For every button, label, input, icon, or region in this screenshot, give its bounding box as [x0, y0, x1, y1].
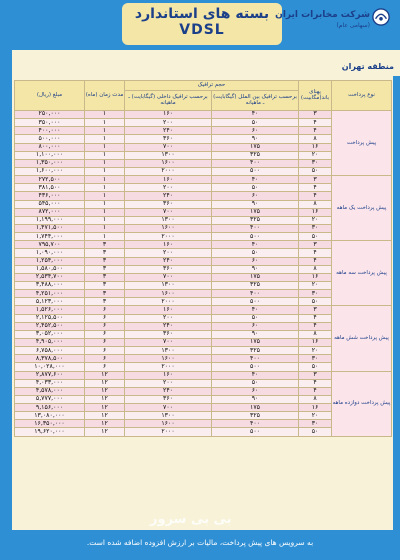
price-cell: ۵,۷۷۷,۰۰۰	[15, 395, 85, 403]
price-cell: ۱,۶۰۰,۰۰۰	[15, 167, 85, 175]
duration-cell: ۱۲	[85, 404, 125, 412]
domestic-traffic-cell: ۲۰۰۰	[125, 298, 212, 306]
duration-cell: ۳	[85, 257, 125, 265]
intl-traffic-cell: ۴۰۰	[212, 290, 299, 298]
bandwidth-cell: ۴	[299, 192, 332, 200]
duration-cell: ۶	[85, 314, 125, 322]
bandwidth-cell: ۳۰	[299, 420, 332, 428]
bandwidth-cell: ۵۰	[299, 428, 332, 436]
duration-cell: ۱۲	[85, 412, 125, 420]
domestic-traffic-cell: ۱۳۰۰	[125, 412, 212, 420]
duration-cell: ۱	[85, 159, 125, 167]
price-cell: ۲,۸۷۷,۶۰۰	[15, 371, 85, 379]
price-cell: ۴۳۶,۰۰۰	[15, 192, 85, 200]
bandwidth-cell: ۱۶	[299, 143, 332, 151]
intl-traffic-cell: ۹۰	[212, 395, 299, 403]
bandwidth-cell: ۸	[299, 200, 332, 208]
bandwidth-cell: ۳	[299, 306, 332, 314]
intl-traffic-cell: ۵۰۰	[212, 298, 299, 306]
bandwidth-cell: ۳	[299, 241, 332, 249]
bandwidth-cell: ۱۶	[299, 404, 332, 412]
intl-traffic-cell: ۴۰۰	[212, 159, 299, 167]
intl-traffic-cell: ۳۲۵	[212, 412, 299, 420]
duration-cell: ۳	[85, 290, 125, 298]
duration-cell: ۱۲	[85, 428, 125, 436]
duration-cell: ۱	[85, 233, 125, 241]
duration-cell: ۳	[85, 249, 125, 257]
price-cell: ۷۹۵,۷۰۰	[15, 241, 85, 249]
price-cell: ۱۰,۰۲۸,۰۰۰	[15, 363, 85, 371]
tariff-table-container	[14, 80, 391, 528]
domestic-traffic-cell: ۳۶۰	[125, 395, 212, 403]
domestic-traffic-cell: ۱۶۰۰	[125, 420, 212, 428]
duration-cell: ۳	[85, 265, 125, 273]
intl-traffic-cell: ۵۰۰	[212, 167, 299, 175]
intl-traffic-cell: ۴۰	[212, 111, 299, 119]
duration-cell: ۱	[85, 208, 125, 216]
domestic-traffic-cell: ۳۶۰	[125, 135, 212, 143]
intl-traffic-cell: ۵۰۰	[212, 233, 299, 241]
intl-traffic-cell: ۴۰۰	[212, 224, 299, 232]
table-row	[15, 111, 392, 119]
duration-cell: ۶	[85, 347, 125, 355]
duration-cell: ۱۲	[85, 387, 125, 395]
price-cell: ۴۰۰,۰۰۰	[15, 127, 85, 135]
intl-traffic-cell: ۹۰	[212, 330, 299, 338]
bandwidth-cell: ۳۰	[299, 159, 332, 167]
domestic-traffic-cell: ۷۰۰	[125, 143, 212, 151]
bandwidth-cell: ۸	[299, 135, 332, 143]
intl-traffic-cell: ۶۰	[212, 127, 299, 135]
bandwidth-cell: ۳	[299, 176, 332, 184]
duration-cell: ۱	[85, 143, 125, 151]
company-name: شرکت مخابرات ایران	[275, 10, 370, 20]
bandwidth-cell: ۵۰	[299, 363, 332, 371]
bandwidth-cell: ۴	[299, 257, 332, 265]
bandwidth-cell: ۴	[299, 184, 332, 192]
bandwidth-cell: ۸	[299, 265, 332, 273]
duration-cell: ۱	[85, 167, 125, 175]
intl-traffic-cell: ۱۷۵	[212, 404, 299, 412]
intl-traffic-cell: ۳۲۵	[212, 151, 299, 159]
domestic-traffic-cell: ۱۶۰	[125, 241, 212, 249]
bandwidth-cell: ۵۰	[299, 233, 332, 241]
domestic-traffic-cell: ۳۶۰	[125, 330, 212, 338]
intl-traffic-cell: ۶۰	[212, 257, 299, 265]
title-box	[122, 3, 282, 45]
domestic-traffic-cell: ۲۰۰	[125, 379, 212, 387]
bandwidth-cell: ۸	[299, 330, 332, 338]
header-bandwidth: پهنای باند(مگابیت)	[299, 81, 332, 111]
intl-traffic-cell: ۵۰۰	[212, 428, 299, 436]
domestic-traffic-cell: ۷۰۰	[125, 404, 212, 412]
duration-cell: ۱	[85, 192, 125, 200]
duration-cell: ۶	[85, 330, 125, 338]
price-cell: ۳۵۰,۰۰۰	[15, 119, 85, 127]
duration-cell: ۳	[85, 298, 125, 306]
bandwidth-cell: ۱۶	[299, 338, 332, 346]
price-cell: ۱۳,۰۸۰,۰۰۰	[15, 412, 85, 420]
domestic-traffic-cell: ۳۶۰	[125, 200, 212, 208]
payment-type-cell: پیش پرداخت	[332, 111, 392, 176]
price-cell: ۲۷۲,۵۰۰	[15, 176, 85, 184]
price-cell: ۳۸۱,۵۰۰	[15, 184, 85, 192]
intl-traffic-cell: ۹۰	[212, 135, 299, 143]
intl-traffic-cell: ۱۷۵	[212, 338, 299, 346]
table-body	[15, 111, 392, 437]
price-cell: ۵۰۰,۰۰۰	[15, 135, 85, 143]
duration-cell: ۶	[85, 338, 125, 346]
price-cell: ۹,۱۵۶,۰۰۰	[15, 404, 85, 412]
left-frame-bar	[0, 50, 12, 530]
domestic-traffic-cell: ۷۰۰	[125, 338, 212, 346]
price-cell: ۱,۰۹۰,۰۰۰	[15, 249, 85, 257]
intl-traffic-cell: ۴۰۰	[212, 355, 299, 363]
duration-cell: ۱۲	[85, 379, 125, 387]
bandwidth-cell: ۴	[299, 127, 332, 135]
bandwidth-cell: ۲۰	[299, 412, 332, 420]
price-cell: ۴,۰۳۳,۰۰۰	[15, 379, 85, 387]
domestic-traffic-cell: ۷۰۰	[125, 208, 212, 216]
price-cell: ۱,۵۲۶,۰۰۰	[15, 306, 85, 314]
bandwidth-cell: ۴	[299, 387, 332, 395]
domestic-traffic-cell: ۱۳۰۰	[125, 347, 212, 355]
domestic-traffic-cell: ۲۴۰	[125, 127, 212, 135]
price-cell: ۲,۴۵۲,۵۰۰	[15, 322, 85, 330]
duration-cell: ۱۲	[85, 395, 125, 403]
intl-traffic-cell: ۴۰۰	[212, 420, 299, 428]
bandwidth-cell: ۴	[299, 314, 332, 322]
domestic-traffic-cell: ۱۶۰۰	[125, 290, 212, 298]
domestic-traffic-cell: ۲۴۰	[125, 387, 212, 395]
domestic-traffic-cell: ۲۰۰۰	[125, 428, 212, 436]
bandwidth-cell: ۵۰	[299, 298, 332, 306]
duration-cell: ۳	[85, 273, 125, 281]
bandwidth-cell: ۳	[299, 371, 332, 379]
page-subtitle: VDSL	[179, 22, 225, 38]
header-duration: مدت زمان (ماه)	[85, 81, 125, 111]
intl-traffic-cell: ۶۰	[212, 322, 299, 330]
price-cell: ۸۷۲,۰۰۰	[15, 208, 85, 216]
table-row	[15, 241, 392, 249]
company-type: (سهامی عام)	[336, 22, 370, 29]
duration-cell: ۶	[85, 322, 125, 330]
duration-cell: ۱	[85, 111, 125, 119]
table-row	[15, 371, 392, 379]
intl-traffic-cell: ۵۰	[212, 119, 299, 127]
intl-traffic-cell: ۶۰	[212, 387, 299, 395]
intl-traffic-cell: ۵۰	[212, 249, 299, 257]
bandwidth-cell: ۴	[299, 249, 332, 257]
header-intl-traffic: برحسب ترافیک بین الملل (گیگابایت) ـ ماهیانه	[212, 91, 299, 111]
domestic-traffic-cell: ۲۰۰	[125, 119, 212, 127]
domestic-traffic-cell: ۱۳۰۰	[125, 216, 212, 224]
intl-traffic-cell: ۹۰	[212, 200, 299, 208]
price-cell: ۲,۱۲۵,۵۰۰	[15, 314, 85, 322]
domestic-traffic-cell: ۲۴۰	[125, 322, 212, 330]
duration-cell: ۶	[85, 355, 125, 363]
domestic-traffic-cell: ۱۶۰	[125, 176, 212, 184]
duration-cell: ۱	[85, 184, 125, 192]
header-price: مبلغ (ریال)	[15, 81, 85, 111]
bandwidth-cell: ۸	[299, 395, 332, 403]
bandwidth-cell: ۴	[299, 322, 332, 330]
duration-cell: ۳	[85, 241, 125, 249]
table-row	[15, 306, 392, 314]
duration-cell: ۱	[85, 176, 125, 184]
duration-cell: ۱	[85, 135, 125, 143]
bandwidth-cell: ۲۰	[299, 216, 332, 224]
table-row	[15, 176, 392, 184]
intl-traffic-cell: ۵۰	[212, 314, 299, 322]
intl-traffic-cell: ۶۰	[212, 192, 299, 200]
bandwidth-cell: ۲۰	[299, 347, 332, 355]
price-cell: ۱۹,۶۲۰,۰۰۰	[15, 428, 85, 436]
bandwidth-cell: ۱۶	[299, 273, 332, 281]
price-cell: ۱,۱۹۹,۰۰۰	[15, 216, 85, 224]
price-cell: ۳,۴۸۸,۰۰۰	[15, 281, 85, 289]
bandwidth-cell: ۲۰	[299, 281, 332, 289]
price-cell: ۶,۷۵۸,۰۰۰	[15, 347, 85, 355]
domestic-traffic-cell: ۱۳۰۰	[125, 151, 212, 159]
bandwidth-cell: ۵۰	[299, 167, 332, 175]
price-cell: ۱,۷۴۴,۰۰۰	[15, 233, 85, 241]
domestic-traffic-cell: ۲۰۰۰	[125, 233, 212, 241]
intl-traffic-cell: ۳۲۵	[212, 347, 299, 355]
intl-traffic-cell: ۴۰	[212, 176, 299, 184]
payment-type-cell: پیش پرداخت سه ماهه	[332, 241, 392, 306]
company-logo	[275, 8, 392, 58]
price-cell: ۲,۵۳۴,۷۰۰	[15, 273, 85, 281]
price-cell: ۴,۵۷۸,۰۰۰	[15, 387, 85, 395]
header-payment-type: نوع پرداخت	[332, 81, 392, 111]
intl-traffic-cell: ۴۰	[212, 371, 299, 379]
page-title: بسته های استاندارد	[134, 6, 270, 22]
domestic-traffic-cell: ۷۰۰	[125, 273, 212, 281]
header-traffic-volume: حجم ترافیک	[125, 81, 299, 91]
payment-type-cell: پیش پرداخت دوازده ماهه	[332, 371, 392, 436]
price-cell: ۱۶,۳۵۰,۰۰۰	[15, 420, 85, 428]
intl-traffic-cell: ۵۰	[212, 184, 299, 192]
intl-traffic-cell: ۱۷۵	[212, 273, 299, 281]
header-domestic-traffic: برحسب ترافیک داخلی (گیگابایت) ـ ماهیانه	[125, 91, 212, 111]
intl-traffic-cell: ۱۷۵	[212, 143, 299, 151]
price-cell: ۱,۱۰۰,۰۰۰	[15, 151, 85, 159]
duration-cell: ۱۲	[85, 420, 125, 428]
intl-traffic-cell: ۵۰۰	[212, 363, 299, 371]
bandwidth-cell: ۳۰	[299, 355, 332, 363]
duration-cell: ۳	[85, 281, 125, 289]
domestic-traffic-cell: ۱۶۰	[125, 306, 212, 314]
domestic-traffic-cell: ۲۰۰۰	[125, 363, 212, 371]
footnote: به سرویس های پیش پرداخت، مالیات بر ارزش افزوده اضافه شده است.	[86, 538, 314, 547]
intl-traffic-cell: ۴۰	[212, 306, 299, 314]
price-cell: ۵,۱۲۳,۰۰۰	[15, 298, 85, 306]
price-cell: ۸,۳۷۸,۵۰۰	[15, 355, 85, 363]
duration-cell: ۱	[85, 119, 125, 127]
duration-cell: ۶	[85, 363, 125, 371]
price-cell: ۴,۹۰۵,۰۰۰	[15, 338, 85, 346]
region-label: منطقه تهران	[341, 62, 394, 71]
domestic-traffic-cell: ۲۰۰	[125, 249, 212, 257]
domestic-traffic-cell: ۲۴۰	[125, 192, 212, 200]
intl-traffic-cell: ۳۲۵	[212, 281, 299, 289]
bandwidth-cell: ۳۰	[299, 224, 332, 232]
price-cell: ۱,۲۵۴,۰۰۰	[15, 257, 85, 265]
duration-cell: ۱۲	[85, 371, 125, 379]
duration-cell: ۱	[85, 200, 125, 208]
right-frame-bar	[393, 76, 400, 530]
watermark: بی بی سرور	[150, 512, 232, 527]
bandwidth-cell: ۲۰	[299, 151, 332, 159]
price-cell: ۴,۲۵۱,۰۰۰	[15, 290, 85, 298]
domestic-traffic-cell: ۱۶۰۰	[125, 224, 212, 232]
bandwidth-cell: ۱۶	[299, 208, 332, 216]
price-cell: ۱,۳۵۰,۰۰۰	[15, 159, 85, 167]
domestic-traffic-cell: ۳۶۰	[125, 265, 212, 273]
intl-traffic-cell: ۱۷۵	[212, 208, 299, 216]
domestic-traffic-cell: ۱۶۰۰	[125, 355, 212, 363]
bandwidth-cell: ۳۰	[299, 290, 332, 298]
tariff-table	[14, 80, 392, 437]
domestic-traffic-cell: ۲۴۰	[125, 257, 212, 265]
duration-cell: ۶	[85, 306, 125, 314]
domestic-traffic-cell: ۱۶۰۰	[125, 159, 212, 167]
payment-type-cell: پیش پرداخت شش ماهه	[332, 306, 392, 371]
duration-cell: ۱	[85, 216, 125, 224]
payment-type-cell: پیش پرداخت یک ماهه	[332, 176, 392, 241]
bandwidth-cell: ۴	[299, 379, 332, 387]
domestic-traffic-cell: ۱۶۰	[125, 111, 212, 119]
price-cell: ۱,۵۸۰,۵۰۰	[15, 265, 85, 273]
price-cell: ۸۰۰,۰۰۰	[15, 143, 85, 151]
price-cell: ۲۵۰,۰۰۰	[15, 111, 85, 119]
domestic-traffic-cell: ۲۰۰۰	[125, 167, 212, 175]
duration-cell: ۱	[85, 127, 125, 135]
price-cell: ۳,۰۵۲,۰۰۰	[15, 330, 85, 338]
intl-traffic-cell: ۹۰	[212, 265, 299, 273]
intl-traffic-cell: ۴۰	[212, 241, 299, 249]
intl-traffic-cell: ۳۲۵	[212, 216, 299, 224]
bandwidth-cell: ۴	[299, 119, 332, 127]
intl-traffic-cell: ۵۰	[212, 379, 299, 387]
telecom-logo-icon	[372, 8, 390, 26]
domestic-traffic-cell: ۲۰۰	[125, 184, 212, 192]
domestic-traffic-cell: ۱۳۰۰	[125, 281, 212, 289]
bandwidth-cell: ۳	[299, 111, 332, 119]
domestic-traffic-cell: ۱۶۰	[125, 371, 212, 379]
price-cell: ۵۴۵,۰۰۰	[15, 200, 85, 208]
domestic-traffic-cell: ۲۰۰	[125, 314, 212, 322]
duration-cell: ۱	[85, 224, 125, 232]
price-cell: ۱,۴۷۱,۵۰۰	[15, 224, 85, 232]
duration-cell: ۱	[85, 151, 125, 159]
